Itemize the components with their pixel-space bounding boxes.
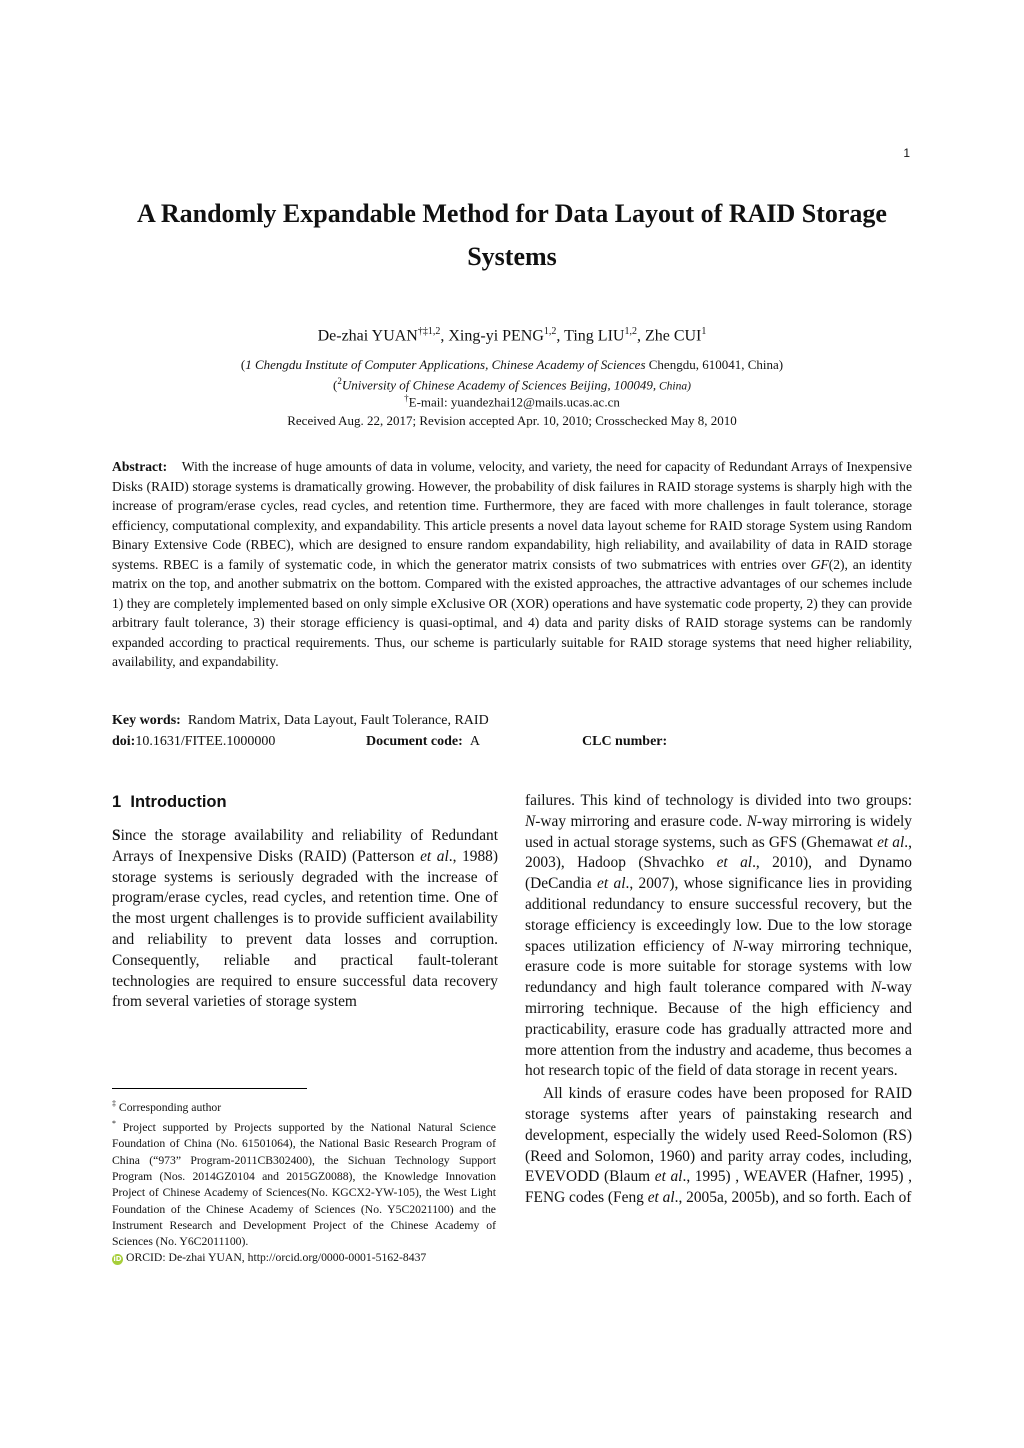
author-list: De-zhai YUAN$^{\dagger\ddagger 1,2}$, Xing-yi PENG$^{1,2}$, Ting LIU$^{1,2}$, Zhe CUI$^1$ xyxy=(317,326,707,345)
author-name: Ting LIU xyxy=(564,327,625,345)
page-number: 1 xyxy=(903,146,910,160)
right-column xyxy=(525,791,912,1209)
clc-number: CLC number: xyxy=(582,734,668,749)
author-affiliation-mark: 1 xyxy=(701,326,707,337)
paper-title: A Randomly Expandable Method for Data Layout of RAID Storage Systems xyxy=(137,199,887,271)
intro-paragraph-1: Since the storage availability and reliability of Redundant Arrays of Inexpensive Disks (RAID) (Patterson et al., 1988) storage systems is seriously degraded with the increase of program/erase cycles, read cycles, and retention time. One of the most urgent challenges is to provide sufficient availability and reliability to prevent data losses and corruption. Consequently, reliable and practical fault-tolerant technologies are required to ensure successful data recovery from several varieties of storage system xyxy=(112,827,498,1011)
doi: doi:10.1631/FITEE.1000000 xyxy=(112,734,276,749)
keywords-label: Key words: xyxy=(112,713,181,728)
author-affiliation-mark: 1,2 xyxy=(624,326,637,337)
author-email: †E-mail: yuandezhai12@mails.ucas.ac.cn xyxy=(404,393,620,410)
intro-paragraph-1-continued: failures. This kind of technology is divided into two groups: N-way mirroring and erasure code. N-way mirroring is widely used in actual storage systems, such as GFS (Ghemawat et al., 2003), Hadoop (Shvachko et al., 2010), and Dynamo (DeCandia et al., 2007), whose significance lies in providing additional redundancy to ensure successful recovery, but the storage efficiency is exceedingly low. Due to the low storage spaces utilization efficiency of N-way mirroring technique, erasure code is more suitable for storage systems with low redundancy and high fault tolerance compared with N-way mirroring technique. Because of the high efficiency and practicability, erasure code has gradually attracted more and more attention from the industry and academe, thus becomes a hot research topic of the field of data storage in recent years. xyxy=(525,792,912,1080)
footnote-corresponding-author: ‡ Corresponding author xyxy=(112,1099,222,1114)
section-heading: 1 Introduction xyxy=(112,793,227,811)
affiliation-1: (1 Chengdu Institute of Computer Applications, Chinese Academy of Sciences Chengdu, 610041, China) xyxy=(240,357,784,372)
footnote-rule xyxy=(112,1088,307,1089)
footnote-orcid xyxy=(112,1250,496,1266)
author-affiliation-mark: 1,2 xyxy=(543,326,557,337)
affiliation-2: ($^2$University of Chinese Academy of Sciences Beijing, 100049, China) xyxy=(333,376,691,393)
footnotes xyxy=(112,1096,496,1267)
document-code: Document code: A xyxy=(366,734,480,749)
author-affiliation-mark: †‡1,2 xyxy=(417,326,441,337)
footnote-funding: * Project supported by Projects supported by the National Natural Science Foundation of China (No. 61501064), the National Basic Research Program of China (“973” Program-2011CB302400), the Sichuan Technology Support Program (Nos. 2014GZ0104 and 2015GZ0088), the Knowledge Innovation Project of Chinese Academy of Sciences(No. KGCX2-YW-105), the West Light Foundation of the Chinese Academy of Sciences (No. Y5C2021100) and the Instrument Research and Development Project of the Chinese Academy of Sciences (No. Y6C2011100). xyxy=(112,1119,496,1249)
abstract: Abstract: With the increase of huge amounts of data in volume, velocity, and variety, the need for capacity of Redundant Arrays of Inexpensive Disks (RAID) storage systems is dramatically growing. However, the probability of disk failures in RAID storage systems is sharply high with the increase of program/erase cycles, read cycles, and retention time. Furthermore, they are faced with more challenges in fault tolerance, storage efficiency, computational complexity, and expandability. This article presents a novel data layout scheme for RAID storage System using Random Binary Extensive Code (RBEC), which are designed to ensure random expandability, high reliability, and availability of data in RAID storage systems. RBEC is a family of systematic code, in which the generator matrix consists of two submatrices with entries over GF(2), an identity matrix on the top, and another submatrix on the bottom. Compared with the existed approaches, the attractive advantages of our schemes include 1) they are completely implemented based on only simple eXclusive OR (XOR) operations and have systematic code property, 2) they can provide arbitrary fault tolerance, 3) their storage efficiency is quasi-optimal, and 4) data and parity disks of RAID storage systems can be randomly expanded according to practical requirements. Thus, our scheme is particularly suitable for RAID storage systems that need higher reliability, availability, and expandability. xyxy=(112,459,913,669)
author-name: Xing-yi PENG xyxy=(448,327,544,345)
author-name: Zhe CUI xyxy=(644,327,702,345)
abstract-label: Abstract: xyxy=(112,459,168,474)
keywords-value: Random Matrix, Data Layout, Fault Tolerance, RAID xyxy=(187,713,489,728)
orcid-icon: iD xyxy=(113,1255,122,1264)
orcid-link[interactable]: ORCID: De-zhai YUAN, http://orcid.org/0000-0001-5162-8437 xyxy=(126,1251,427,1265)
article-meta xyxy=(112,734,912,754)
received-dates: Received Aug. 22, 2017; Revision accepted Apr. 10, 2010; Crosschecked May 8, 2010 xyxy=(287,413,737,428)
left-column xyxy=(112,791,498,1013)
intro-paragraph-2: All kinds of erasure codes have been proposed for RAID storage systems after years of painstaking research and development, especially the widely used Reed-Solomon (RS) (Reed and Solomon, 1960) and parity array codes, including, EVEVODD (Blaum et al., 1995) , WEAVER (Hafner, 1995) , FENG codes (Feng et al., 2005a, 2005b), and so forth. Each of xyxy=(525,1085,912,1207)
keywords xyxy=(112,713,912,729)
author-name: De-zhai YUAN xyxy=(317,327,418,345)
